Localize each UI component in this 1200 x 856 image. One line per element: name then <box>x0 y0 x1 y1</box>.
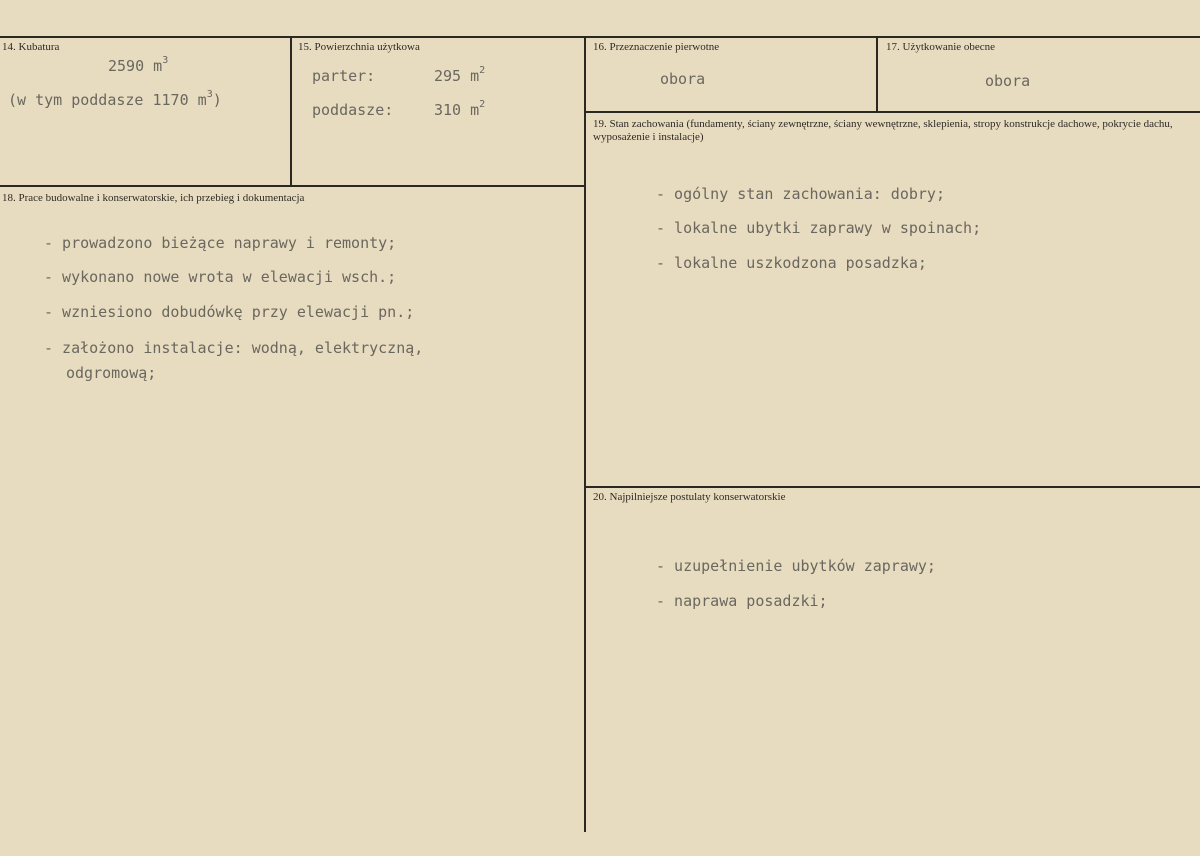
field-14-volume: 2590 $m^3$ <box>108 55 169 75</box>
field-18-item: - prowadzono bieżące naprawy i remonty; <box>44 234 397 252</box>
field-17-label: 17. Użytkowanie obecne <box>886 41 996 53</box>
field-19-item: - lokalne ubytki zaprawy w spoinach; <box>656 219 982 237</box>
field-20-item: - uzupełnienie ubytków zaprawy; <box>656 557 936 575</box>
field-19-label: 19. Stan zachowania (fundamenty, ściany zewnętrzne, ściany wewnętrzne, sklepienia, stropy konstrukcje dachowe, pokrycie dachu, wyposażenie i instalacje) <box>593 118 1173 143</box>
field-16-value: obora <box>660 70 706 88</box>
field-17-value: obora <box>985 72 1031 90</box>
field-14-label: 14. Kubatura <box>2 41 60 53</box>
field-18-item: - założono instalacje: wodną, elektryczną, <box>44 339 424 357</box>
field-14-attic-volume: (w tym poddasze 1170 $m^3$) <box>8 89 222 109</box>
divider-vertical-14-15 <box>290 36 292 186</box>
field-15-row-parter-value: 295 $m^2$ <box>434 65 486 85</box>
field-18-item: - wzniesiono dobudówkę przy elewacji pn.; <box>44 303 415 321</box>
field-20-label: 20. Najpilniejsze postulaty konserwatorskie <box>593 491 786 503</box>
field-19-item: - ogólny stan zachowania: dobry; <box>656 185 945 203</box>
field-19-item: - lokalne uszkodzona posadzka; <box>656 254 927 272</box>
divider-left-mid <box>0 185 586 187</box>
divider-vertical-main <box>584 36 586 832</box>
field-15-row-poddasze-name: poddasze: <box>312 101 394 119</box>
field-16-label: 16. Przeznaczenie pierwotne <box>593 41 720 53</box>
field-15-row-poddasze-value: 310 $m^2$ <box>434 99 486 119</box>
field-15-row-parter-name: parter: <box>312 67 376 85</box>
field-18-item-continuation: odgromową; <box>66 364 157 382</box>
divider-vertical-16-17 <box>876 36 878 112</box>
top-border <box>0 36 1200 38</box>
field-20-item: - naprawa posadzki; <box>656 592 828 610</box>
divider-right-mid <box>586 486 1200 488</box>
field-18-label: 18. Prace budowalne i konserwatorskie, ich przebieg i dokumentacja <box>2 192 305 204</box>
field-18-item: - wykonano nowe wrota w elewacji wsch.; <box>44 268 397 286</box>
field-15-label: 15. Powierzchnia użytkowa <box>298 41 420 53</box>
divider-right-top <box>586 111 1200 113</box>
